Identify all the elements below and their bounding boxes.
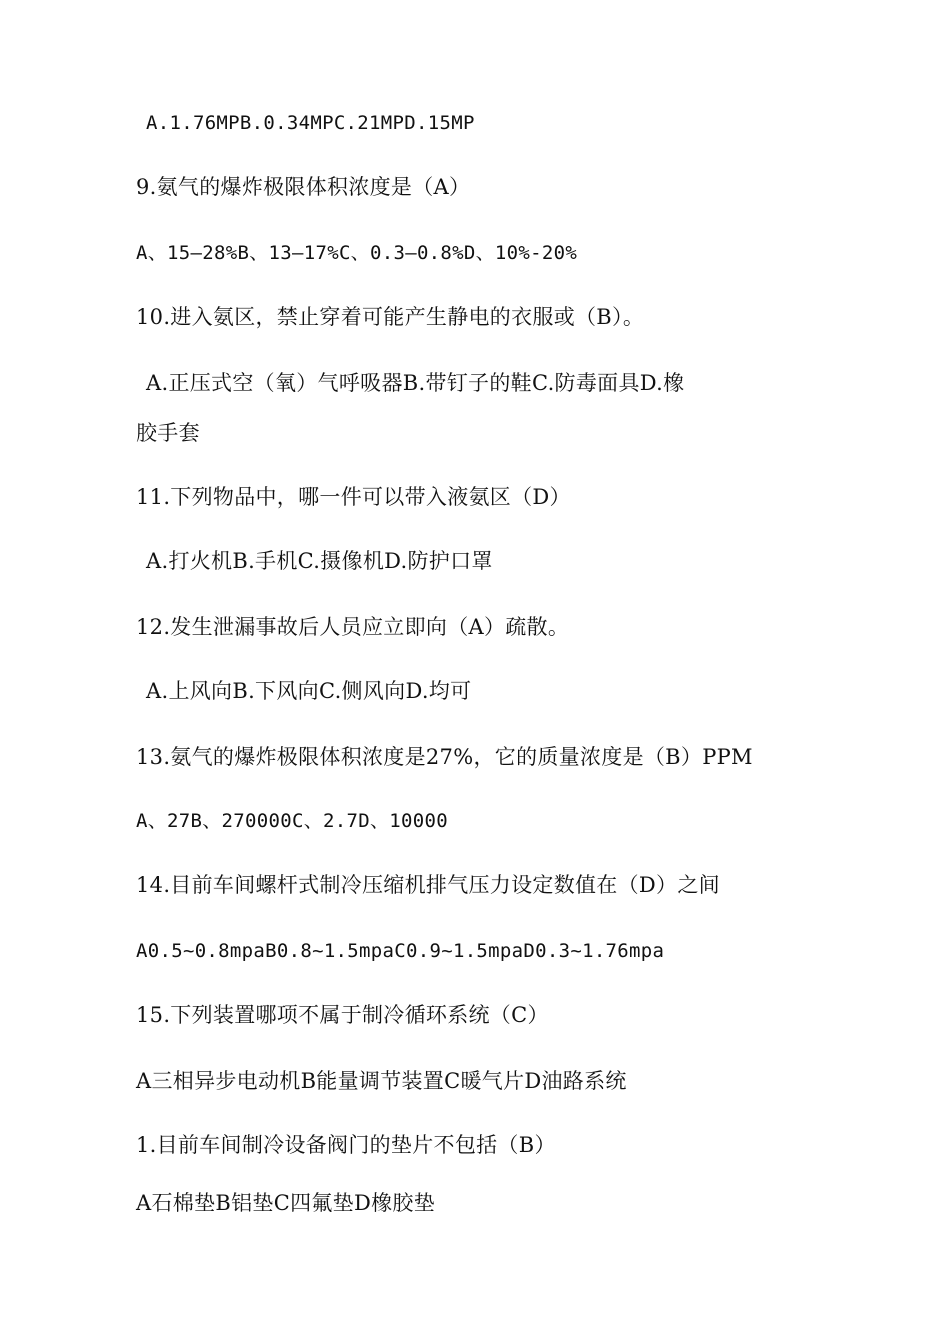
answer-options-q14: A0.5~0.8mpaB0.8~1.5mpaC0.9~1.5mpaD0.3~1.76mpa: [136, 940, 665, 962]
answer-options-q10: A.正压式空（氧）气呼吸器B.带钉子的鞋C.防毒面具D.橡: [146, 371, 685, 395]
question-10: 10.进入氨区，禁止穿着可能产生静电的衣服或（B）。: [136, 305, 645, 329]
answer-options-q15: A三相异步电动机B能量调节装置C暖气片D油路系统: [136, 1069, 627, 1093]
answer-options-q9: A、15—28%B、13—17%C、0.3—0.8%D、10%-20%: [136, 242, 578, 264]
answer-options-q13: A、27B、270000C、2.7D、10000: [136, 810, 448, 832]
question-9: 9.氨气的爆炸极限体积浓度是（A）: [136, 175, 471, 199]
answer-options-q8: A.1.76MPB.0.34MPC.21MPD.15MP: [146, 112, 475, 134]
question-15: 15.下列装置哪项不属于制冷循环系统（C）: [136, 1003, 549, 1027]
answer-options-q1: A石棉垫B铝垫C四氟垫D橡胶垫: [136, 1191, 436, 1215]
question-13: 13.氨气的爆炸极限体积浓度是27%，它的质量浓度是（B）PPM: [136, 745, 753, 769]
question-1: 1.目前车间制冷设备阀门的垫片不包括（B）: [136, 1133, 556, 1157]
question-12: 12.发生泄漏事故后人员应立即向（A）疏散。: [136, 615, 570, 639]
question-11: 11.下列物品中，哪一件可以带入液氨区（D）: [136, 485, 571, 509]
answer-options-q10-continued: 胶手套: [136, 421, 200, 445]
question-14: 14.目前车间螺杆式制冷压缩机排气压力设定数值在（D）之间: [136, 873, 720, 897]
answer-options-q12: A.上风向B.下风向C.侧风向D.均可: [146, 679, 472, 703]
answer-options-q11: A.打火机B.手机C.摄像机D.防护口罩: [146, 549, 493, 573]
